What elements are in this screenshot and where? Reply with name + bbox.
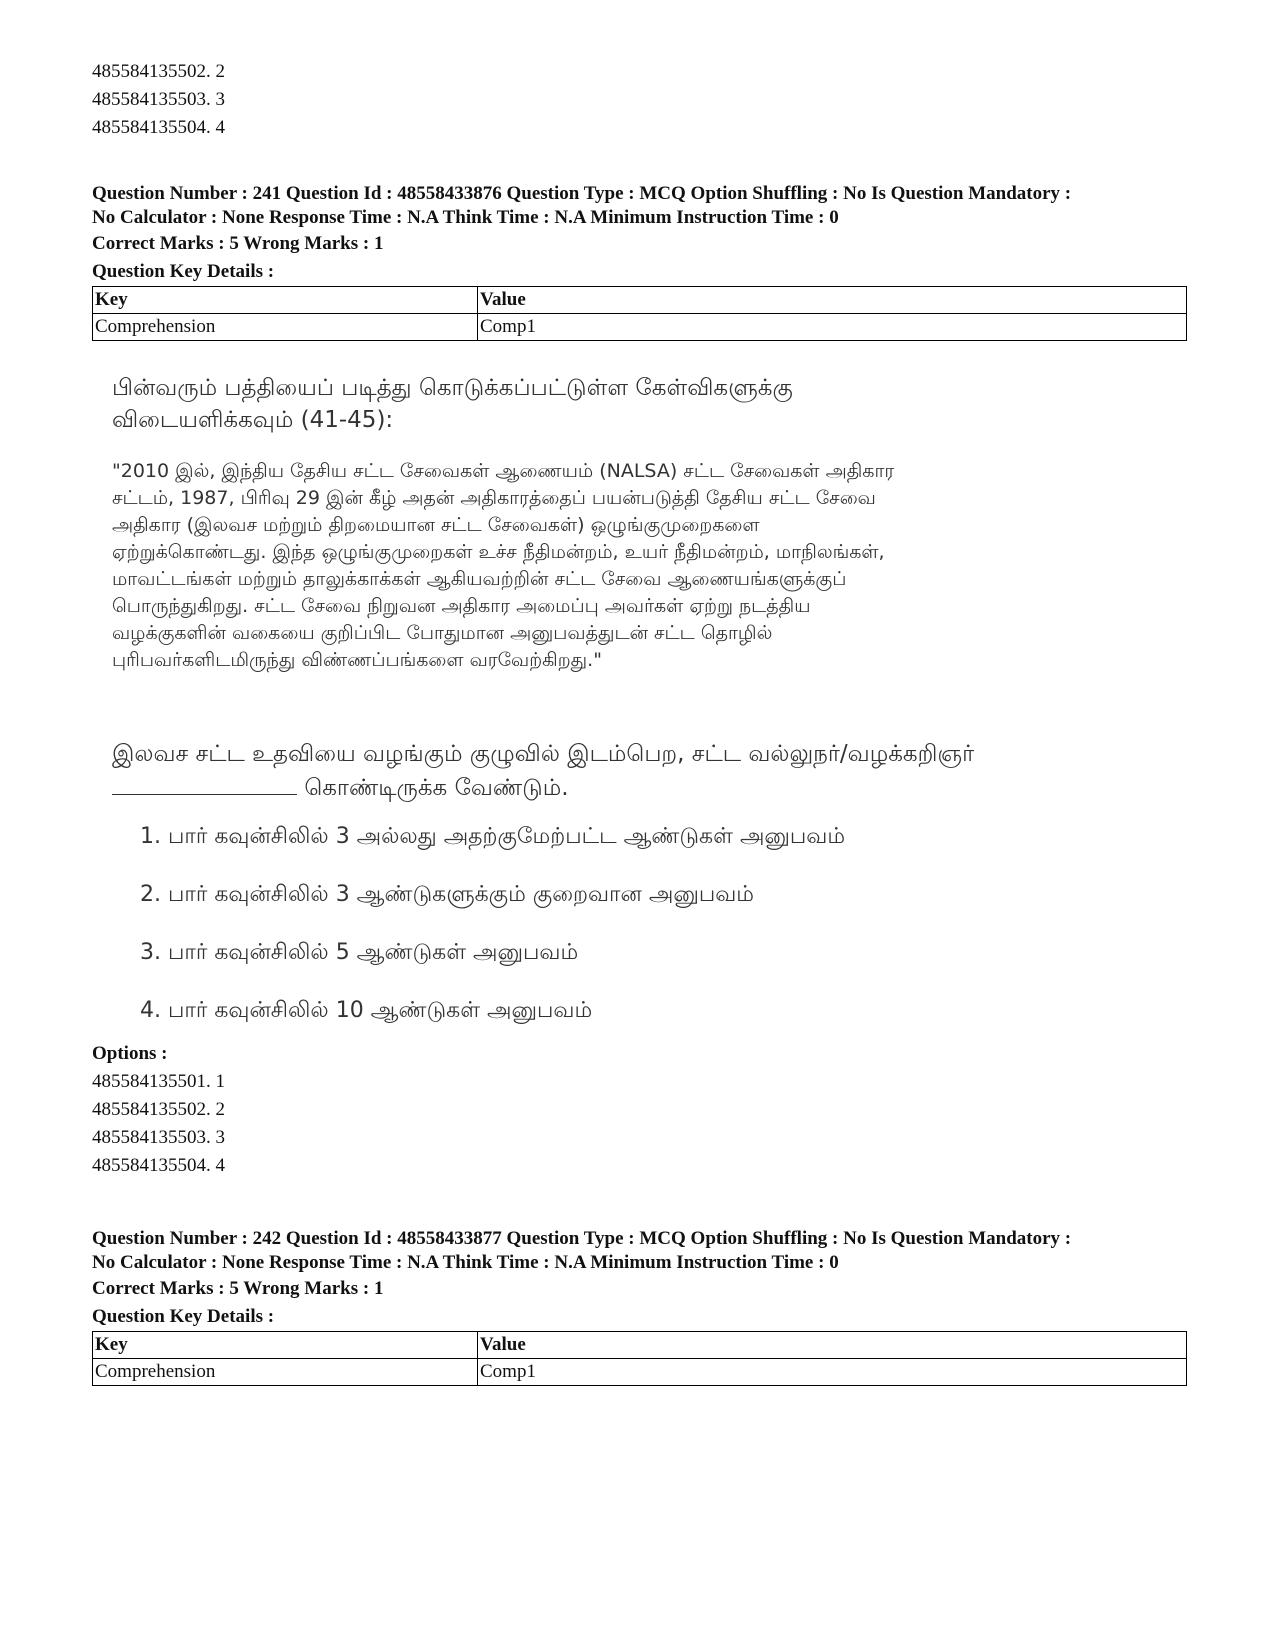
answer-choice-3: 3. பார் கவுன்சிலில் 5 ஆண்டுகள் அனுபவம் bbox=[140, 940, 579, 965]
value-header: Value bbox=[478, 1332, 1187, 1359]
stem-line1: இலவச சட்ட உதவியை வழங்கும் குழுவில் இடம்பெற, சட்ட வல்லுநர்/வழக்கறிஞர் bbox=[112, 741, 975, 767]
option-item: 485584135503. 3 bbox=[92, 1127, 225, 1148]
key-header: Key bbox=[93, 287, 478, 314]
instruction-line1: பின்வரும் பத்தியைப் படித்து கொடுக்கப்பட்டுள்ள கேள்விகளுக்கு bbox=[112, 375, 793, 401]
value-cell: Comp1 bbox=[478, 1359, 1187, 1386]
key-details-label: Question Key Details : bbox=[92, 1306, 275, 1327]
passage-line: சட்டம், 1987, பிரிவு 29 இன் கீழ் அதன் அதிகாரத்தைப் பயன்படுத்தி தேசிய சட்ட சேவை bbox=[112, 487, 876, 509]
instruction-line2: விடையளிக்கவும் (41-45): bbox=[112, 407, 394, 433]
option-item: 485584135504. 4 bbox=[92, 1155, 225, 1176]
option-item: 485584135501. 1 bbox=[92, 1071, 225, 1092]
stem-line2: கொண்டிருக்க வேண்டும். bbox=[304, 775, 569, 801]
passage-text bbox=[112, 458, 1192, 674]
option-item: 485584135502. 2 bbox=[92, 1099, 225, 1120]
marks-line: Correct Marks : 5 Wrong Marks : 1 bbox=[92, 1278, 384, 1299]
option-item: 485584135503. 3 bbox=[92, 89, 225, 110]
passage-line: வழக்குகளின் வகையை குறிப்பிட போதுமான அனுபவத்துடன் சட்ட தொழில் bbox=[112, 622, 773, 644]
key-details-table bbox=[92, 1331, 1187, 1386]
passage-line: ஏற்றுக்கொண்டது. இந்த ஒழுங்குமுறைகள் உச்ச நீதிமன்றம், உயர் நீதிமன்றம், மாநிலங்கள், bbox=[112, 541, 885, 563]
value-header: Value bbox=[478, 287, 1187, 314]
answer-choices bbox=[140, 822, 845, 1054]
value-cell: Comp1 bbox=[478, 314, 1187, 341]
key-details-table bbox=[92, 286, 1187, 341]
question-241-block bbox=[92, 182, 1192, 341]
passage-line: "2010 இல், இந்திய தேசிய சட்ட சேவைகள் ஆணையம் (NALSA) சட்ட சேவைகள் அதிகார bbox=[112, 460, 895, 482]
question-242-block bbox=[92, 1227, 1192, 1386]
fill-blank bbox=[112, 770, 297, 795]
key-details-label: Question Key Details : bbox=[92, 261, 275, 282]
passage-line: மாவட்டங்கள் மற்றும் தாலுக்காக்கள் ஆகியவற்றின் சட்ட சேவை ஆணையங்களுக்குப் bbox=[112, 568, 847, 590]
marks-line: Correct Marks : 5 Wrong Marks : 1 bbox=[92, 233, 384, 254]
options-label: Options : bbox=[92, 1043, 168, 1064]
question-header-line1: Question Number : 241 Question Id : 48558433876 Question Type : MCQ Option Shuffling : No Is Question Mandatory : bbox=[92, 183, 1072, 204]
stem-line2-wrap bbox=[112, 770, 1192, 804]
passage-line: அதிகார (இலவச மற்றும் திறமையான சட்ட சேவைகள்) ஒழுங்குமுறைகளை bbox=[112, 514, 760, 536]
answer-choice-1: 1. பார் கவுன்சிலில் 3 அல்லது அதற்குமேற்பட்ட ஆண்டுகள் அனுபவம் bbox=[140, 824, 846, 849]
question-header-line1: Question Number : 242 Question Id : 48558433877 Question Type : MCQ Option Shuffling : No Is Question Mandatory : bbox=[92, 1228, 1072, 1249]
option-item: 485584135502. 2 bbox=[92, 61, 225, 82]
key-cell: Comprehension bbox=[93, 314, 478, 341]
key-cell: Comprehension bbox=[93, 1359, 478, 1386]
question-header-line2: No Calculator : None Response Time : N.A Think Time : N.A Minimum Instruction Time : 0 bbox=[92, 1252, 839, 1273]
passage-line: பொருந்துகிறது. சட்ட சேவை நிறுவன அதிகார அமைப்பு அவர்கள் ஏற்று நடத்திய bbox=[112, 595, 811, 617]
options-list bbox=[92, 1040, 225, 1180]
key-header: Key bbox=[93, 1332, 478, 1359]
previous-options-list bbox=[92, 58, 225, 142]
answer-choice-2: 2. பார் கவுன்சிலில் 3 ஆண்டுகளுக்கும் குறைவான அனுபவம் bbox=[140, 882, 754, 907]
question-header-line2: No Calculator : None Response Time : N.A Think Time : N.A Minimum Instruction Time : 0 bbox=[92, 207, 839, 228]
question-stem bbox=[112, 738, 1192, 804]
option-item: 485584135504. 4 bbox=[92, 117, 225, 138]
passage-line: புரிபவர்களிடமிருந்து விண்ணப்பங்களை வரவேற்கிறது." bbox=[112, 649, 602, 671]
answer-choice-4: 4. பார் கவுன்சிலில் 10 ஆண்டுகள் அனுபவம் bbox=[140, 998, 593, 1023]
passage-instruction bbox=[112, 372, 1172, 436]
